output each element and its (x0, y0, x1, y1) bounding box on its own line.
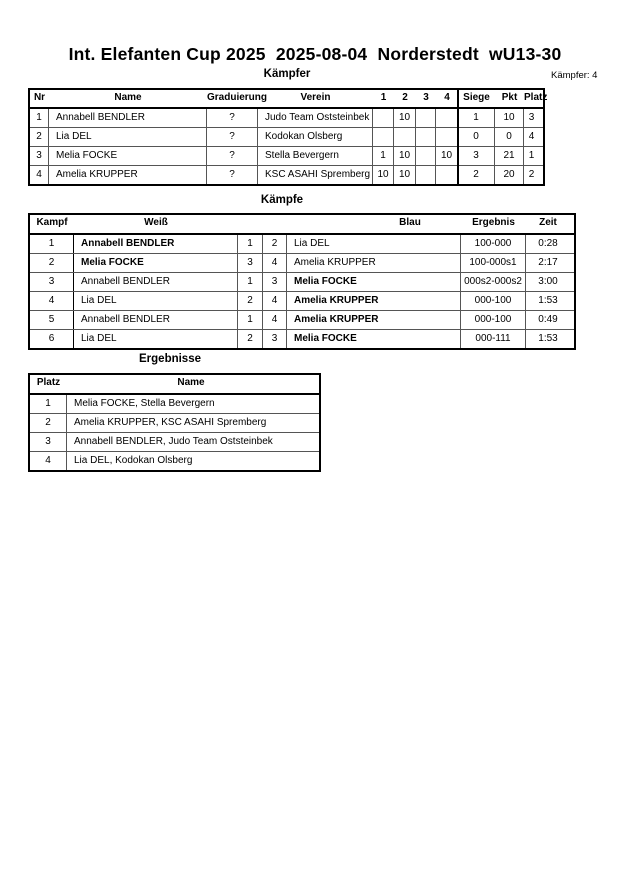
cell-kampf: 4 (30, 292, 74, 310)
cell-blau-name: Lia DEL (287, 235, 461, 253)
bouts-table (28, 213, 576, 350)
cell-score-3 (416, 147, 436, 165)
cell-platz: 1 (528, 150, 535, 161)
cell-ergebnis: 000-100 (461, 292, 526, 310)
cell-graduierung: ? (207, 147, 258, 165)
cell-nr: 4 (30, 166, 49, 184)
bouts-header-row (30, 215, 574, 235)
header-cell-graduierung: Graduierung (207, 92, 268, 103)
cell-score-1 (373, 128, 394, 146)
cell-nr: 2 (30, 128, 49, 146)
bout-row (30, 330, 574, 348)
cell-blau-nr: 2 (263, 235, 287, 253)
header-cell-verein: Verein (300, 92, 331, 103)
header-cell-platz: Platz (36, 377, 61, 388)
cell-ergebnis: 000s2-000s2 (461, 273, 526, 291)
bout-row (30, 254, 574, 273)
fighters-header-row (30, 90, 548, 109)
cell-pkt: 21 (495, 147, 524, 165)
header-cell-1: 1 (380, 92, 387, 103)
results-table (28, 373, 321, 472)
cell-zeit: 1:53 (538, 333, 558, 344)
cell-ergebnis: 100-000s1 (461, 254, 526, 272)
cell-blau-nr: 3 (263, 330, 287, 348)
bout-row (30, 292, 574, 311)
cell-weiss-nr: 2 (238, 330, 263, 348)
section-heading-ergebnisse: Ergebnisse (139, 353, 201, 365)
cell-platz: 3 (30, 433, 67, 451)
cell-platz: 3 (528, 112, 535, 123)
cell-blau-nr: 3 (263, 273, 287, 291)
header-cell-4: 4 (444, 92, 450, 103)
cell-weiss-nr: 3 (238, 254, 263, 272)
cell-nr: 1 (30, 109, 49, 127)
cell-weiss-nr: 1 (238, 235, 263, 253)
cell-blau-nr: 4 (263, 254, 287, 272)
cell-siege: 3 (458, 147, 495, 165)
cell-name: Annabell BENDLER (49, 109, 207, 127)
cell-platz: 4 (528, 131, 535, 142)
cell-zeit: 1:53 (538, 295, 558, 306)
cell-score-4 (436, 128, 458, 146)
cell-platz: 2 (30, 414, 67, 432)
cell-blau-name: Melia FOCKE (287, 330, 461, 348)
cell-platz: 4 (30, 452, 67, 470)
header-cell-spacer (238, 215, 263, 233)
cell-score-1: 1 (373, 147, 394, 165)
cell-score-2: 10 (394, 147, 416, 165)
cell-name: Melia FOCKE (49, 147, 207, 165)
header-cell-ergebnis: Ergebnis (472, 217, 515, 228)
header-cell-zeit: Zeit (539, 217, 557, 228)
section-heading-kaempfe: Kämpfe (260, 194, 304, 206)
header-cell-spacer (263, 215, 287, 233)
cell-ergebnis: 000-100 (461, 311, 526, 329)
cell-weiss-nr: 1 (238, 311, 263, 329)
cell-weiss-name: Melia FOCKE (74, 254, 238, 272)
cell-score-2: 10 (394, 166, 416, 184)
cell-name: Lia DEL, Kodokan Olsberg (74, 455, 193, 466)
cell-weiss-nr: 1 (238, 273, 263, 291)
fighter-row (30, 166, 543, 184)
cell-weiss-name: Annabell BENDLER (74, 273, 238, 291)
header-cell-nr: Nr (33, 92, 46, 103)
fighter-row (30, 128, 543, 147)
cell-blau-nr: 4 (263, 292, 287, 310)
cell-kampf: 1 (30, 235, 74, 253)
cell-verein: KSC ASAHI Spremberg (258, 166, 373, 184)
cell-score-2: 10 (394, 109, 416, 127)
cell-weiss-name: Annabell BENDLER (74, 235, 238, 253)
cell-graduierung: ? (207, 166, 258, 184)
cell-kampf: 6 (30, 330, 74, 348)
cell-name: Amelia KRUPPER, KSC ASAHI Spremberg (74, 417, 267, 428)
header-cell-3: 3 (423, 92, 429, 103)
cell-pkt: 20 (495, 166, 524, 184)
cell-kampf: 5 (30, 311, 74, 329)
bout-row (30, 273, 574, 292)
cell-blau-name: Melia FOCKE (287, 273, 461, 291)
header-cell-name: Name (177, 377, 205, 388)
cell-zeit: 3:00 (538, 276, 558, 287)
header-cell-kampf: Kampf (36, 217, 68, 228)
cell-zeit: 2:17 (538, 257, 558, 268)
cell-score-1 (373, 109, 394, 127)
header-cell-blau: Blau (399, 217, 421, 228)
header-cell-name: Name (114, 92, 142, 103)
bout-row (30, 235, 574, 254)
cell-platz: 1 (30, 395, 67, 413)
cell-kampf: 3 (30, 273, 74, 291)
fighter-row (30, 147, 543, 166)
header-cell-weiss: Weiß (144, 217, 168, 228)
cell-pkt: 0 (495, 128, 524, 146)
results-header-row (30, 375, 319, 395)
cell-score-1: 10 (373, 166, 394, 184)
cell-score-3 (416, 109, 436, 127)
cell-score-3 (416, 166, 436, 184)
cell-score-3 (416, 128, 436, 146)
page-title: Int. Elefanten Cup 2025 2025-08-04 Norderstedt wU13-30 (68, 44, 562, 64)
fighter-count-label: Kämpfer: 4 (551, 70, 598, 81)
cell-name: Amelia KRUPPER (49, 166, 207, 184)
fighters-table (28, 88, 548, 186)
result-row (30, 395, 319, 414)
cell-verein: Judo Team Oststeinbek (258, 109, 373, 127)
cell-blau-name: Amelia KRUPPER (287, 292, 461, 310)
cell-blau-name: Amelia KRUPPER (287, 311, 461, 329)
header-cell-platz: Platz (524, 92, 548, 103)
cell-pkt: 10 (495, 109, 524, 127)
cell-blau-name: Amelia KRUPPER (287, 254, 461, 272)
cell-weiss-nr: 2 (238, 292, 263, 310)
cell-weiss-name: Lia DEL (74, 292, 238, 310)
cell-score-2 (394, 128, 416, 146)
cell-siege: 2 (458, 166, 495, 184)
cell-platz: 2 (528, 169, 535, 180)
cell-nr: 3 (30, 147, 49, 165)
result-row (30, 452, 319, 470)
header-cell-2: 2 (402, 92, 408, 103)
cell-verein: Kodokan Olsberg (258, 128, 373, 146)
cell-zeit: 0:28 (538, 238, 558, 249)
cell-name: Annabell BENDLER, Judo Team Oststeinbek (74, 436, 273, 447)
cell-name: Melia FOCKE, Stella Bevergern (74, 398, 215, 409)
result-row (30, 414, 319, 433)
cell-weiss-name: Annabell BENDLER (74, 311, 238, 329)
cell-weiss-name: Lia DEL (74, 330, 238, 348)
siege-divider-rule (457, 90, 459, 184)
cell-zeit: 0:49 (538, 314, 558, 325)
cell-graduierung: ? (207, 109, 258, 127)
bout-row (30, 311, 574, 330)
cell-score-4 (436, 166, 458, 184)
cell-verein: Stella Bevergern (258, 147, 373, 165)
header-cell-siege: Siege (463, 92, 490, 103)
cell-kampf: 2 (30, 254, 74, 272)
cell-score-4: 10 (436, 147, 458, 165)
result-row (30, 433, 319, 452)
cell-ergebnis: 000-111 (461, 330, 526, 348)
cell-score-4 (436, 109, 458, 127)
cell-ergebnis: 100-000 (461, 235, 526, 253)
cell-graduierung: ? (207, 128, 258, 146)
section-heading-kaempfer: Kämpfer (263, 68, 311, 80)
cell-blau-nr: 4 (263, 311, 287, 329)
cell-siege: 0 (458, 128, 495, 146)
header-cell-pkt: Pkt (501, 92, 518, 103)
cell-siege: 1 (458, 109, 495, 127)
fighter-row (30, 109, 543, 128)
cell-name: Lia DEL (49, 128, 207, 146)
